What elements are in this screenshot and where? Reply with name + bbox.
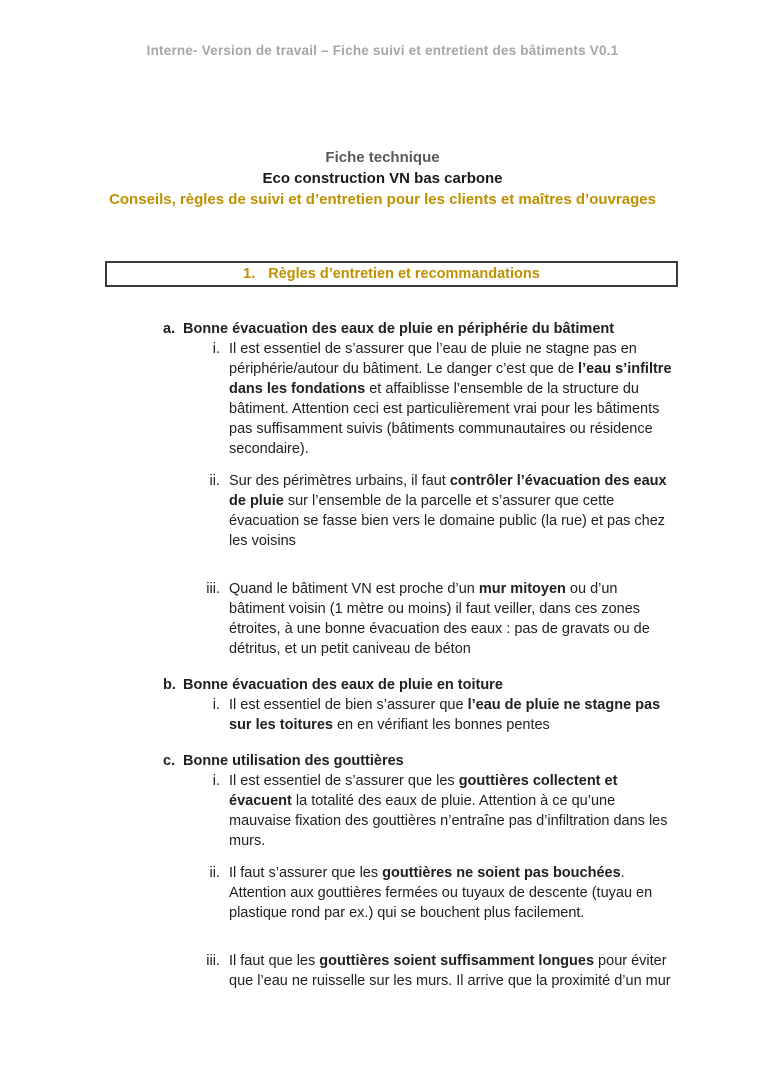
section-heading-text: Bonne évacuation des eaux de pluie en périphérie du bâtiment [183,321,615,337]
item-text: Sur des périmètres urbains, il faut contrôler l’évacuation des eaux de pluie sur l’ensemble de la parcelle et s’assurer que cette évacuation se fasse bien vers le domaine public (la rue) et pas chez les voisins [229,473,667,549]
section-heading-text: Bonne évacuation des eaux de pluie en toiture [183,677,503,693]
doc-title-line1: Fiche technique [325,149,440,166]
list-item-c-i [196,771,674,851]
list-item-a-iii [196,579,674,659]
item-text: Il faut que les gouttières soient suffisamment longues pour éviter que l’eau ne ruisselle sur les murs. Il arrive que la proximité d’un mur [229,953,671,989]
outline-section-b [163,675,674,735]
outline-list [163,319,674,991]
item-text: Il est essentiel de s’assurer que les gouttières collectent et évacuent la totalité des eaux de pluie. Attention à ce qu’une mauvaise fixation des gouttières n’entraîne pas d’infiltration dans les murs. [229,773,668,849]
item-marker: i. [212,341,220,357]
section-1-box [105,261,678,287]
item-marker: iii. [206,953,220,969]
item-marker: i. [212,773,220,789]
item-marker: ii. [209,865,220,881]
list-item-a-i [196,339,674,459]
document-header: Interne- Version de travail – Fiche suivi et entretient des bâtiments V0.1 [146,43,619,58]
item-text: Il est essentiel de s’assurer que l’eau de pluie ne stagne pas en périphérie/autour du bâtiment. Le danger c’est que de l’eau s’infiltre dans les fondations et affaiblisse l’ensemble de la structure du bâtiment. Attention ceci est particulièrement vrai pour les bâtiments pas suffisamment suivis (bâtiments communautaires ou résidence secondaire). [229,341,672,457]
section-heading [163,675,674,695]
item-marker: i. [212,697,220,713]
list-item-a-ii [196,471,674,551]
section-heading [163,751,674,771]
list-item-c-ii [196,863,674,923]
item-marker: ii. [209,473,220,489]
item-marker: iii. [206,581,220,597]
section-marker: a. [163,321,176,337]
list-item-c-iii [196,951,674,991]
item-text: Il est essentiel de bien s’assurer que l’eau de pluie ne stagne pas sur les toitures en en vérifiant les bonnes pentes [229,697,661,733]
section-marker: b. [163,677,176,693]
title-block [0,147,765,210]
doc-title-line2: Eco construction VN bas carbone [262,170,503,187]
outline-section-a [163,319,674,659]
section-heading-text: Bonne utilisation des gouttières [183,753,404,769]
section-marker: c. [163,753,176,769]
item-text: Quand le bâtiment VN est proche d’un mur mitoyen ou d’un bâtiment voisin (1 mètre ou moins) il faut veiller, dans ces zones étroites, à une bonne évacuation des eaux : pas de gravats ou de détritus, et un petit caniveau de béton [229,581,650,657]
section-title: Règles d’entretien et recommandations [268,266,540,282]
section-heading [163,319,674,339]
outline-section-c [163,751,674,991]
list-item-b-i [196,695,674,735]
section-number: 1. [243,266,256,282]
doc-title-line3: Conseils, règles de suivi et d’entretien pour les clients et maîtres d’ouvrages [109,191,656,208]
item-text: Il faut s’assurer que les gouttières ne soient pas bouchées. Attention aux gouttières fermées ou tuyaux de descente (tuyau en plastique rond par ex.) qui se bouchent plus facilement. [229,865,653,921]
